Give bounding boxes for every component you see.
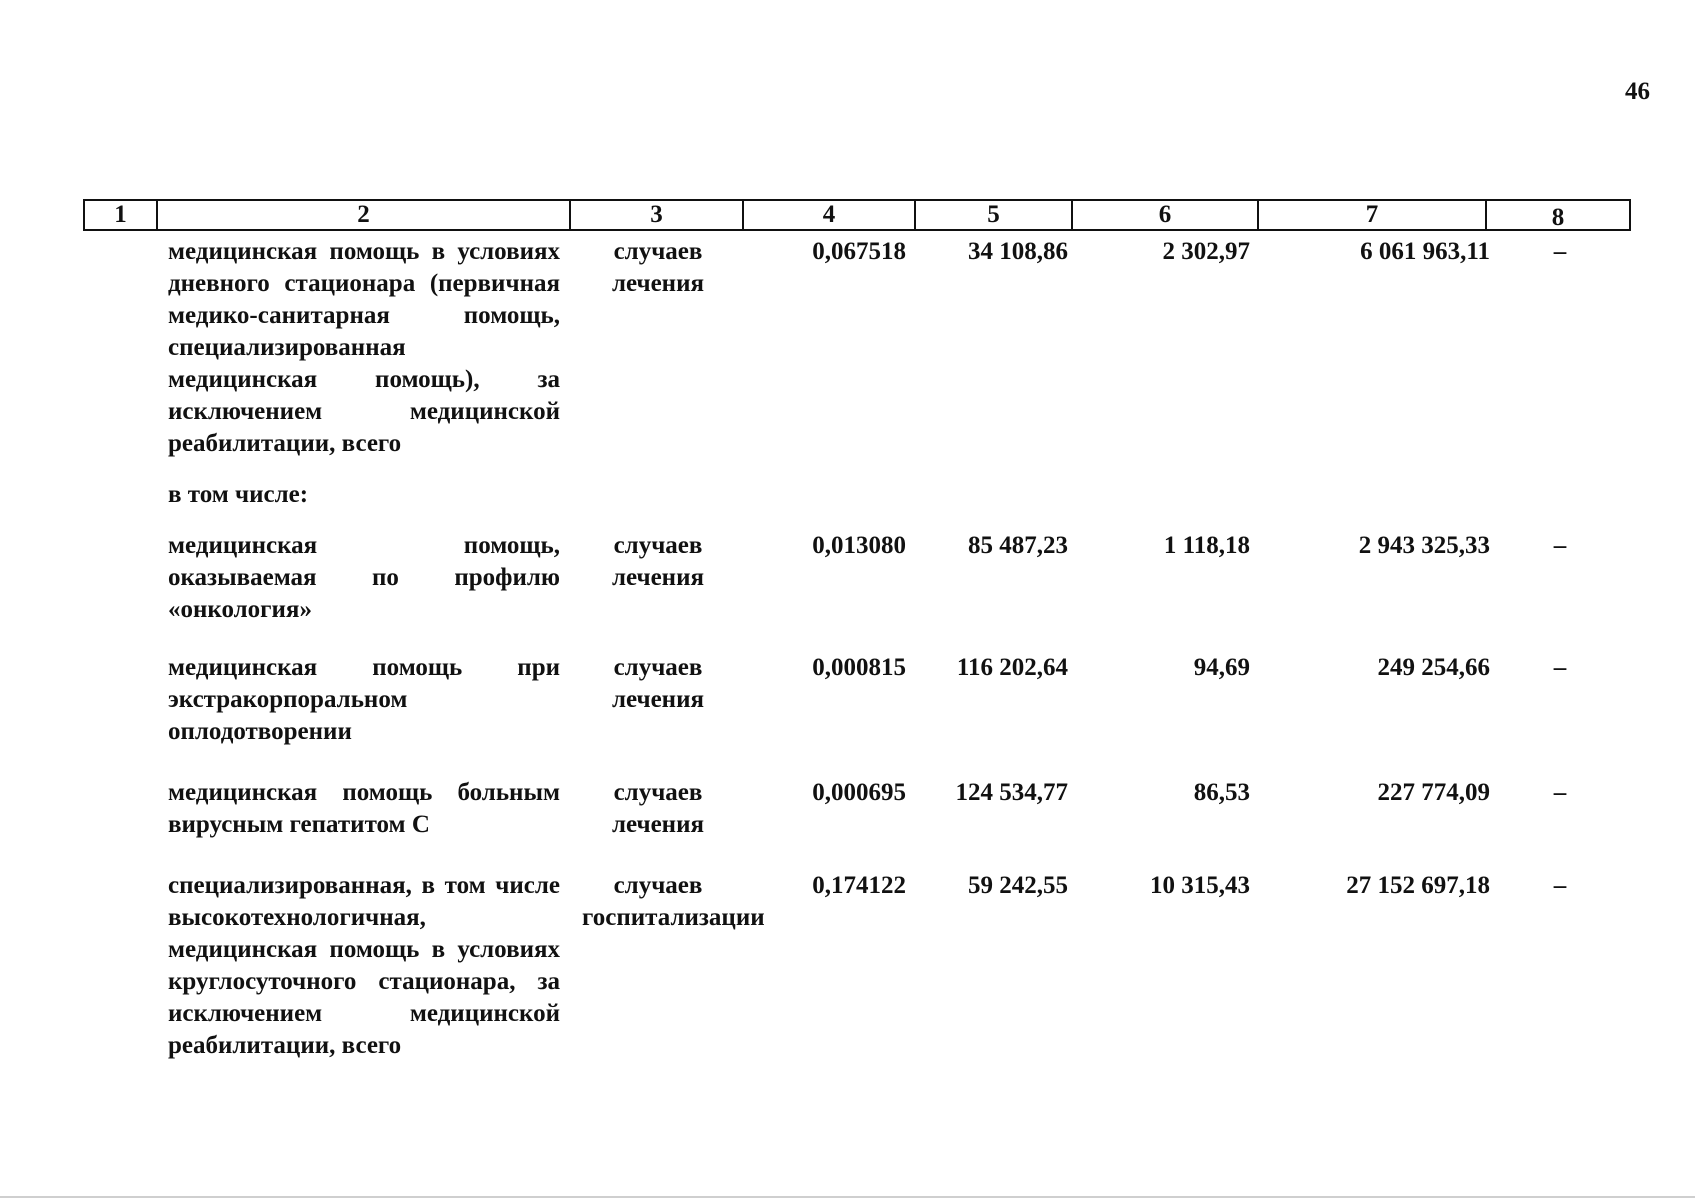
- column-header-5: 5: [916, 201, 1073, 229]
- table-header-row: [83, 199, 1631, 231]
- column-header-7: 7: [1259, 201, 1487, 229]
- row-value-col4: 0,067518: [812, 238, 906, 265]
- row-value-col6: 86,53: [1193, 779, 1250, 806]
- column-header-8: 8: [1551, 204, 1565, 231]
- row-value-col4: 0,000815: [812, 654, 906, 681]
- column-header-3: 3: [571, 201, 744, 229]
- row-value-col6: 10 315,43: [1150, 872, 1250, 899]
- row-value-col5: 124 534,77: [955, 779, 1068, 806]
- row-unit: случаев лечения: [611, 238, 705, 297]
- column-header-4: 4: [744, 201, 916, 229]
- row-name: специализированная, в том числе высокотехнологичная, медицинская помощь в условиях круглосуточного стационара, за исключением медицинской реабилитации, всего: [168, 872, 560, 1059]
- row-value-col4: 0,000695: [812, 779, 906, 806]
- row-value-col5: 59 242,55: [968, 872, 1068, 899]
- column-header-6: 6: [1073, 201, 1259, 229]
- row-value-col5: 116 202,64: [956, 654, 1068, 681]
- row-value-col8: –: [1553, 654, 1567, 681]
- page-number: 46: [1625, 78, 1650, 105]
- row-value-col7: 227 774,09: [1377, 779, 1490, 806]
- row-value-col7: 27 152 697,18: [1346, 872, 1490, 899]
- row-value-col7: 2 943 325,33: [1358, 532, 1490, 559]
- row-name: медицинская помощь при экстракорпоральном оплодотворении: [168, 654, 560, 745]
- row-name: медицинская помощь, оказываемая по профилю «онкология»: [168, 532, 560, 623]
- column-header-2: 2: [158, 201, 571, 229]
- row-value-col6: 2 302,97: [1162, 238, 1250, 265]
- row-unit: случаев лечения: [611, 532, 705, 591]
- row-name: медицинская помощь больным вирусным гепатитом С: [168, 779, 560, 838]
- row-unit: случаев лечения: [611, 779, 705, 838]
- column-header-1: 1: [85, 201, 158, 229]
- row-value-col4: 0,013080: [812, 532, 906, 559]
- row-value-col7: 6 061 963,11: [1360, 238, 1490, 265]
- row-value-col6: 94,69: [1193, 654, 1250, 681]
- row-value-col7: 249 254,66: [1377, 654, 1490, 681]
- row-value-col6: 1 118,18: [1163, 532, 1250, 559]
- row-value-col4: 0,174122: [812, 872, 906, 899]
- row-unit: случаев госпитализации: [582, 872, 765, 931]
- row-subheading: в том числе:: [168, 481, 309, 508]
- row-value-col8: –: [1553, 872, 1567, 899]
- row-unit: случаев лечения: [611, 654, 705, 713]
- row-value-col8: –: [1553, 532, 1567, 559]
- row-value-col8: –: [1553, 779, 1567, 806]
- row-value-col5: 85 487,23: [968, 532, 1068, 559]
- bottom-divider: [0, 1196, 1695, 1198]
- row-value-col5: 34 108,86: [968, 238, 1068, 265]
- row-value-col8: –: [1553, 238, 1567, 265]
- row-name: медицинская помощь в условиях дневного стационара (первичная медико-санитарная помощь, специализированная медицинская помощь), за исключением медицинской реабилитации, всего: [168, 238, 560, 457]
